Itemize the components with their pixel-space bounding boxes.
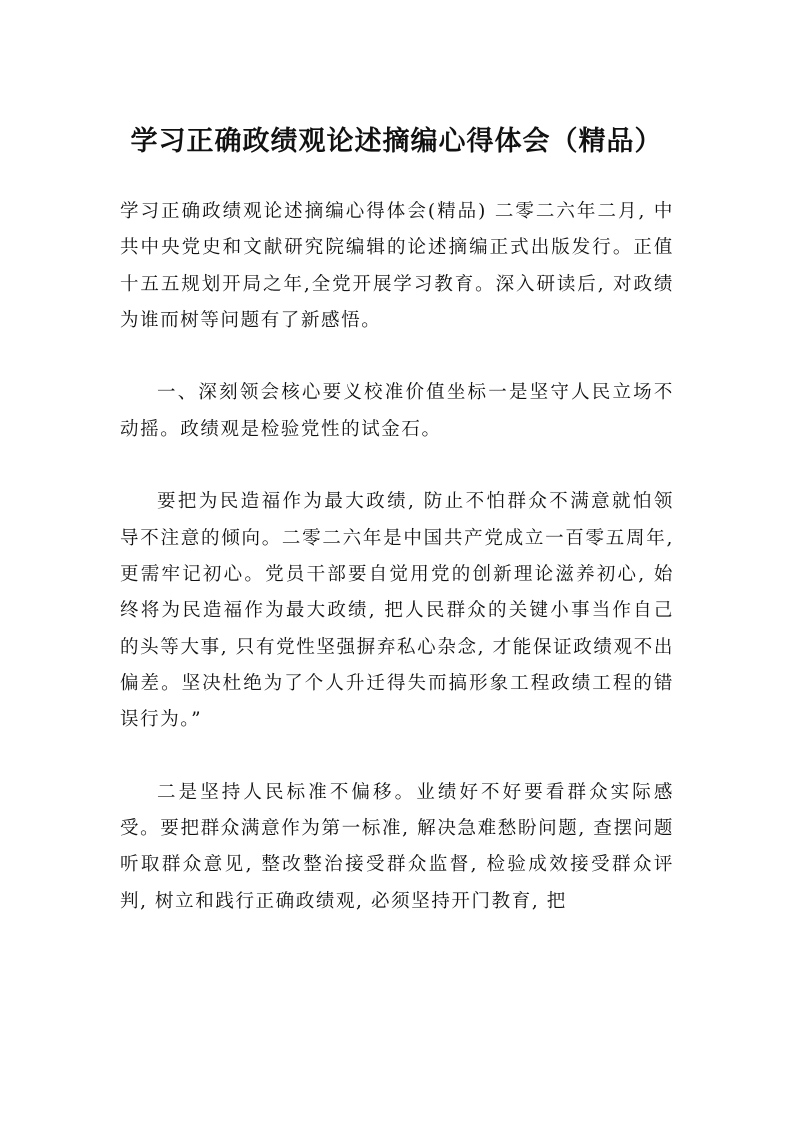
paragraph-spacer xyxy=(120,339,674,375)
document-body xyxy=(120,194,674,920)
paragraph-people-standard: 二是坚持人民标准不偏移。业绩好不好要看群众实际感受。要把群众满意作为第一标准, 解决急难愁盼问题, 查摆问题听取群众意见, 整改整治接受群众监督, 检验成效接受群众评判, 树立和践行正确政绩观, 必须坚持开门教育, 把 xyxy=(120,781,674,912)
paragraph-spacer xyxy=(120,448,674,484)
paragraph-spacer xyxy=(120,738,674,774)
paragraph-people-welfare: 要把为民造福作为最大政绩, 防止不怕群众不满意就怕领导不注意的倾向。二零二六年是中国共产党成立一百零五周年, 更需牢记初心。党员干部要自觉用党的创新理论滋养初心, 始终将为民造福作为最大政绩, 把人民群众的关键小事当作自己的头等大事, 只有党性坚强摒弃私心杂念, 才能保证政绩观不出偏差。坚决杜绝为了个人升迁得失而搞形象工程政绩工程的错误行为。” xyxy=(120,491,674,731)
document-title: 学习正确政绩观论述摘编心得体会（精品） xyxy=(130,126,663,157)
paragraph-section-one: 一、深刻领会核心要义校准价值坐标一是坚守人民立场不动摇。政绩观是检验党性的试金石。 xyxy=(120,382,674,440)
paragraph-intro: 学习正确政绩观论述摘编心得体会(精品) 二零二六年二月, 中共中央党史和文献研究院编辑的论述摘编正式出版发行。正值十五五规划开局之年,全党开展学习教育。深入研读后, 对政绩为谁而树等问题有了新感悟。 xyxy=(120,201,674,331)
